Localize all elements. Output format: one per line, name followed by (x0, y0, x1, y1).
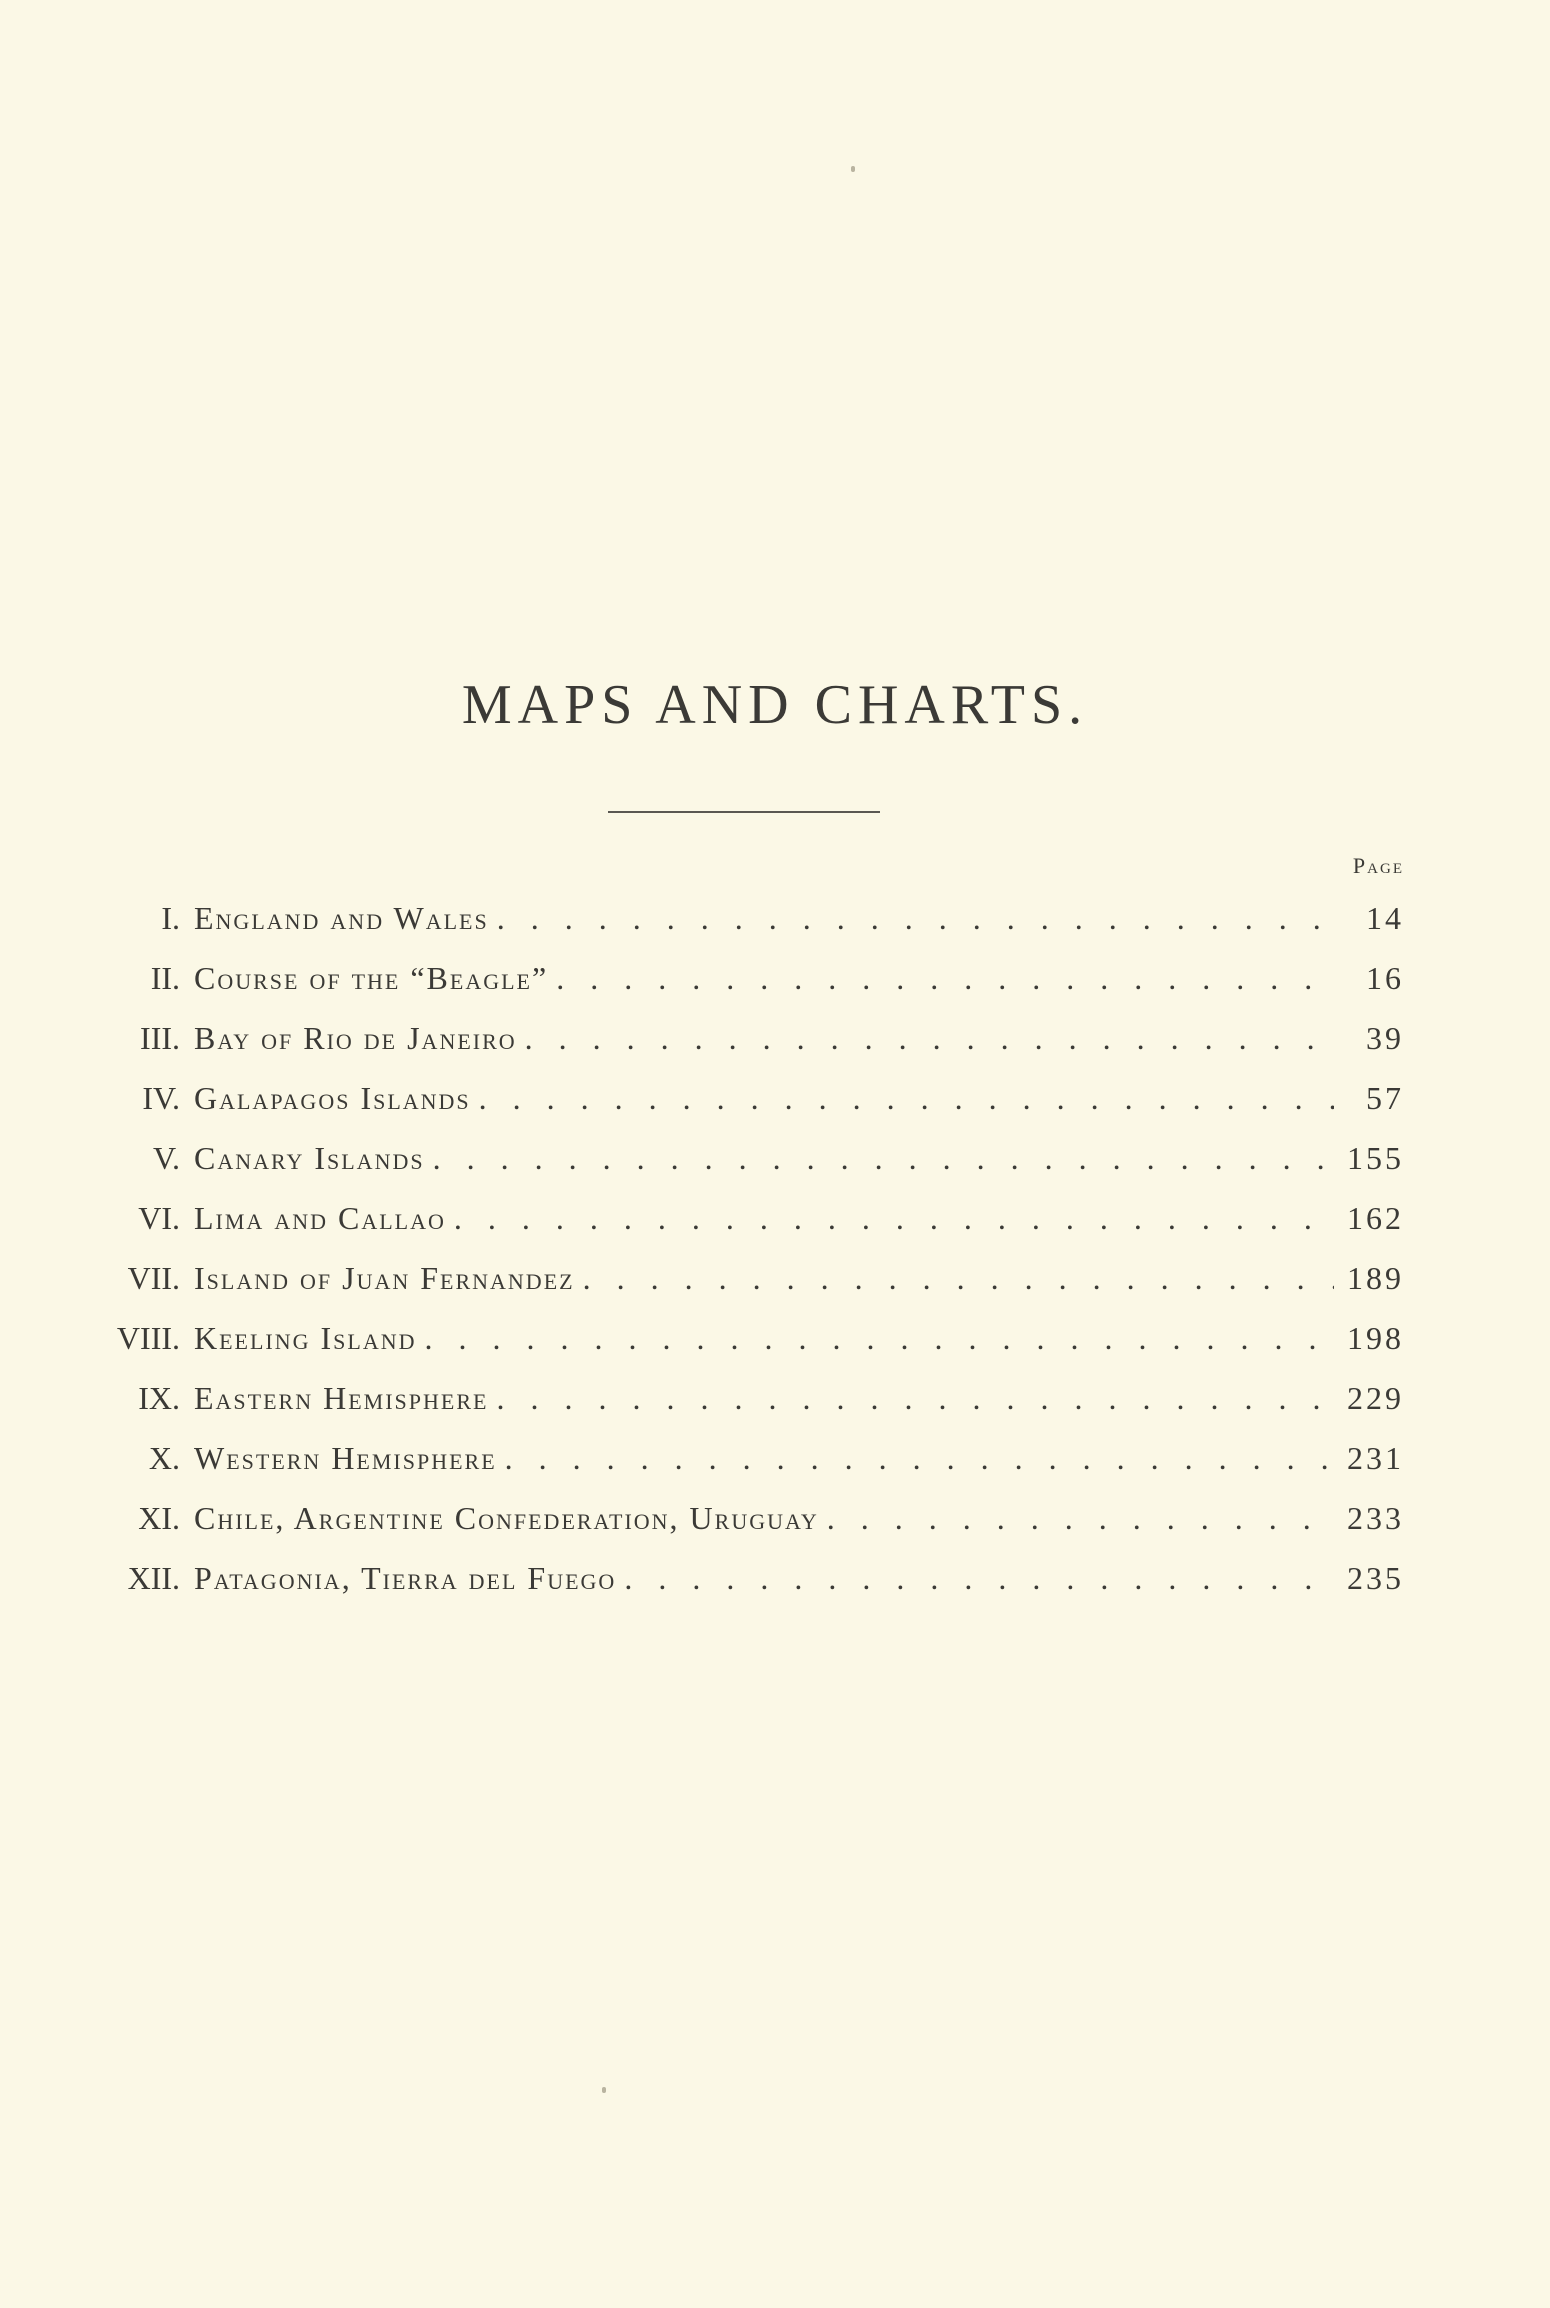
toc-entry[interactable] (0, 1372, 1550, 1432)
toc-entry[interactable] (0, 1312, 1550, 1372)
entry-title: Western Hemisphere (194, 1440, 497, 1476)
entry-title: Chile, Argentine Confederation, Uruguay (194, 1500, 819, 1536)
entry-title: Galapagos Islands (194, 1080, 471, 1116)
entry-numeral: VIII. (116, 1320, 180, 1356)
dot-leader (827, 1498, 1334, 1540)
entry-page-number: 189 (1347, 1260, 1404, 1296)
entry-title: England and Wales (194, 900, 489, 936)
entry-numeral: XI. (138, 1500, 180, 1536)
toc-entry[interactable] (0, 1132, 1550, 1192)
entry-line (194, 1498, 1404, 1540)
dot-leader (479, 1078, 1334, 1120)
entry-numeral: III. (140, 1020, 180, 1056)
toc-entry[interactable] (0, 1012, 1550, 1072)
entry-title: Eastern Hemisphere (194, 1380, 489, 1416)
entry-line (194, 1258, 1404, 1300)
toc-entry[interactable] (0, 1552, 1550, 1612)
dot-leader (496, 1378, 1334, 1420)
entry-title: Canary Islands (194, 1140, 425, 1176)
entry-page-number: 57 (1366, 1080, 1404, 1116)
entry-page-number: 229 (1347, 1380, 1404, 1416)
dot-leader (433, 1138, 1334, 1180)
entry-numeral: IV. (142, 1080, 180, 1116)
entry-title: Patagonia, Tierra del Fuego (194, 1560, 617, 1596)
toc-entry[interactable] (0, 1192, 1550, 1252)
entry-line (194, 898, 1404, 940)
entry-numeral: X. (148, 1440, 180, 1476)
entry-numeral: IX. (138, 1380, 180, 1416)
page-title: MAPS AND CHARTS. (461, 674, 1089, 736)
toc-entry[interactable] (0, 1072, 1550, 1132)
entry-page-number: 235 (1347, 1560, 1404, 1596)
dot-leader (624, 1558, 1334, 1600)
entry-title: Keeling Island (194, 1320, 417, 1356)
title-divider (608, 811, 880, 813)
entry-line (194, 1378, 1404, 1420)
maps-and-charts-list (0, 892, 1550, 1612)
entry-title: Course of the “Beagle” (194, 960, 549, 996)
entry-page-number: 14 (1366, 900, 1404, 936)
toc-entry[interactable] (0, 1432, 1550, 1492)
dot-leader (556, 958, 1334, 1000)
entry-title: Bay of Rio de Janeiro (194, 1020, 517, 1056)
entry-title: Lima and Callao (194, 1200, 446, 1236)
entry-page-number: 233 (1347, 1500, 1404, 1536)
toc-entry[interactable] (0, 892, 1550, 952)
toc-entry[interactable] (0, 1252, 1550, 1312)
entry-numeral: VI. (138, 1200, 180, 1236)
entry-page-number: 16 (1366, 960, 1404, 996)
entry-page-number: 155 (1347, 1140, 1404, 1176)
dot-leader (525, 1018, 1334, 1060)
entry-line (194, 1138, 1404, 1180)
entry-numeral: II. (150, 960, 180, 996)
toc-entry[interactable] (0, 1492, 1550, 1552)
entry-page-number: 39 (1366, 1020, 1404, 1056)
entry-page-number: 198 (1347, 1320, 1404, 1356)
entry-line (194, 1438, 1404, 1480)
entry-line (194, 1018, 1404, 1060)
entry-line (194, 1318, 1404, 1360)
entry-title: Island of Juan Fernandez (194, 1260, 575, 1296)
entry-line (194, 1078, 1404, 1120)
entry-line (194, 958, 1404, 1000)
dot-leader (505, 1438, 1334, 1480)
dot-leader (425, 1318, 1334, 1360)
entry-line (194, 1558, 1404, 1600)
entry-numeral: V. (153, 1140, 180, 1176)
paper-speck (602, 2087, 606, 2093)
entry-numeral: I. (161, 900, 180, 936)
entry-page-number: 162 (1347, 1200, 1404, 1236)
dot-leader (454, 1198, 1334, 1240)
toc-entry[interactable] (0, 952, 1550, 1012)
entry-page-number: 231 (1347, 1440, 1404, 1476)
page-column-header: Page (1352, 853, 1404, 878)
entry-numeral: VII. (127, 1260, 180, 1296)
entry-line (194, 1198, 1404, 1240)
dot-leader (497, 898, 1334, 940)
paper-speck (851, 166, 855, 172)
entry-numeral: XII. (127, 1560, 180, 1596)
dot-leader (583, 1258, 1334, 1300)
